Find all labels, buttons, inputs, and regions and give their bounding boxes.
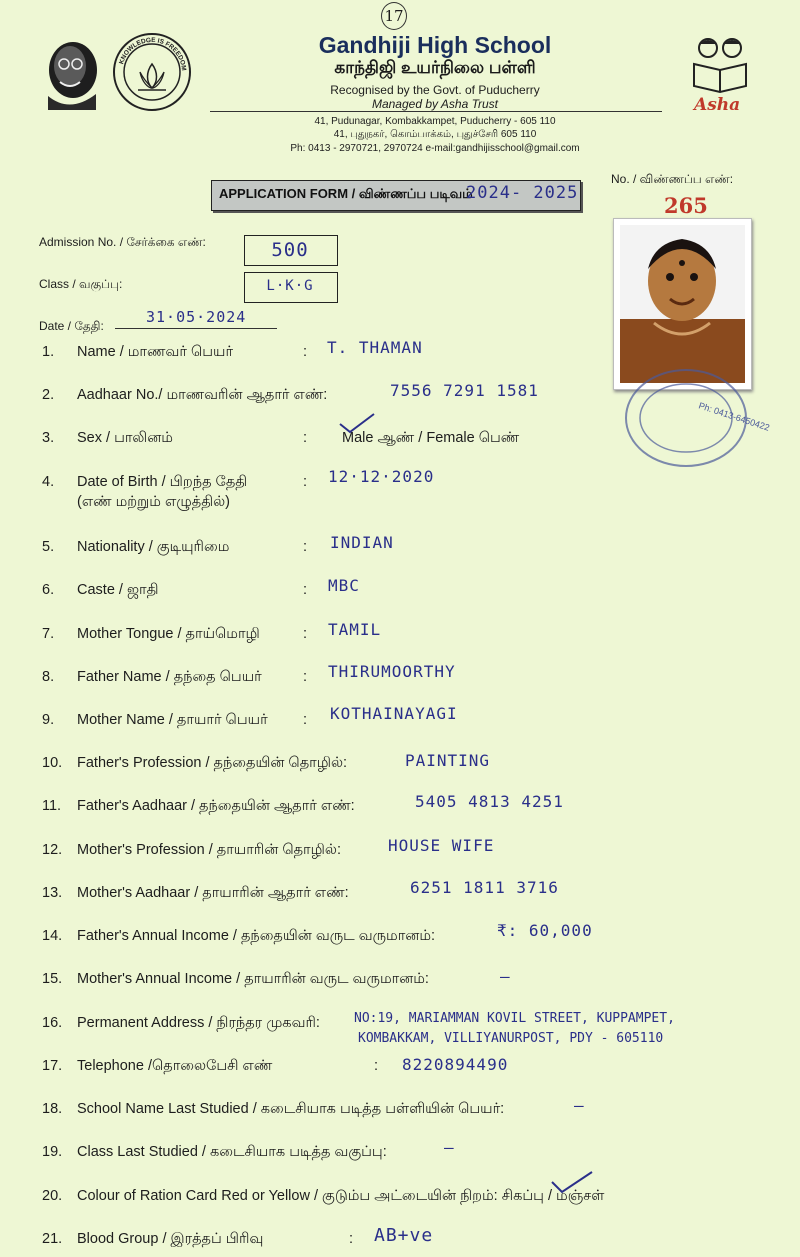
field-number-20: 20. <box>42 1188 63 1204</box>
managed-by-text: Managed by Asha Trust <box>371 97 499 111</box>
field-value-father-aadhaar: 5405 4813 4251 <box>415 792 564 811</box>
field-number-12: 12. <box>42 842 63 858</box>
admission-number-label: Admission No. / சேர்க்கை எண்: <box>39 235 206 249</box>
field-number-6: 6. <box>42 582 55 598</box>
field-number-10: 10. <box>42 755 63 771</box>
field-value-last-class: — <box>444 1138 455 1157</box>
field-number-5: 5. <box>42 539 55 555</box>
field-value-address-line2: KOMBAKKAM, VILLIYANURPOST, PDY - 605110 <box>358 1031 664 1046</box>
field-number-13: 13. <box>42 885 63 901</box>
school-contact: Ph: 0413 - 2970721, 2970724 e-mail:gandhijisschool@gmail.com <box>290 143 580 154</box>
field-label-name: Name / மாணவர் பெயர் <box>77 344 234 360</box>
field-colon: : <box>303 344 308 360</box>
emblem-motto: KNOWLEDGE IS FREEDOM <box>118 36 188 72</box>
field-value-last-school: — <box>574 1096 585 1115</box>
field-colon: : <box>303 669 308 685</box>
student-photo <box>613 218 752 390</box>
school-emblem-logo <box>110 30 194 114</box>
field-number-7: 7. <box>42 626 55 642</box>
field-number-19: 19. <box>42 1144 63 1160</box>
field-colon: : <box>303 539 308 555</box>
field-value-telephone: 8220894490 <box>402 1055 509 1074</box>
field-number-2: 2. <box>42 387 55 403</box>
field-number-14: 14. <box>42 928 63 944</box>
field-value-father-profession: PAINTING <box>405 751 491 770</box>
checkmark-icon <box>550 1170 594 1194</box>
field-number-11: 11. <box>42 798 62 814</box>
form-year: 2024- 2025 <box>466 183 579 203</box>
field-label-dob: Date of Birth / பிறந்த தேதி <box>77 474 248 490</box>
field-value-nationality: INDIAN <box>330 533 394 552</box>
field-colon: : <box>303 582 308 598</box>
stamp-phone: Ph: 0413-6450422 <box>697 400 771 433</box>
field-value-father-income: ₹: 60,000 <box>497 921 593 940</box>
school-name: Gandhiji High School <box>318 32 552 58</box>
recognition-text: Recognised by the Govt. of Puducherry <box>330 83 540 97</box>
school-seal-stamp <box>612 378 771 482</box>
field-number-3: 3. <box>42 430 55 446</box>
admission-number-value: 500 <box>271 239 309 261</box>
field-label-last-school: School Name Last Studied / கடைசியாக படித்த பள்ளியின் பெயர்: <box>77 1101 505 1117</box>
field-value-dob: 12·12·2020 <box>328 467 435 486</box>
field-value-blood-group: AB+ve <box>374 1225 434 1246</box>
field-label-father-aadhaar: Father's Aadhaar / தந்தையின் ஆதார் எண்: <box>77 798 355 814</box>
class-value: L·K·G <box>266 278 314 294</box>
field-colon: : <box>303 626 308 642</box>
checkmark-icon <box>338 412 376 434</box>
date-underline <box>115 328 277 329</box>
field-value-aadhaar: 7556 7291 1581 <box>390 381 539 400</box>
field-number-1: 1. <box>42 344 55 360</box>
date-label: Date / தேதி: <box>39 319 104 333</box>
field-value-father-name: THIRUMOORTHY <box>328 662 456 681</box>
field-colon: : <box>303 430 308 446</box>
date-value: 31·05·2024 <box>146 308 247 326</box>
field-label-telephone: Telephone /தொலைபேசி எண் <box>77 1058 273 1074</box>
field-number-17: 17. <box>42 1058 63 1074</box>
application-number: 265 <box>664 193 708 218</box>
field-number-9: 9. <box>42 712 55 728</box>
school-address-tamil: 41, புதுநகர், கொம்பாக்கம், புதுச்சேரி 605 110 <box>333 129 537 140</box>
field-label-mother-profession: Mother's Profession / தாயாரின் தொழில்: <box>77 842 341 858</box>
field-colon: : <box>303 474 308 490</box>
field-number-18: 18. <box>42 1101 63 1117</box>
field-colon: : <box>349 1231 354 1247</box>
field-label-caste: Caste / ஜாதி <box>77 582 159 598</box>
field-value-mother-aadhaar: 6251 1811 3716 <box>410 878 559 897</box>
school-name-tamil: காந்திஜி உயர்நிலை பள்ளி <box>334 58 536 77</box>
field-label-mother-tongue: Mother Tongue / தாய்மொழி <box>77 626 260 642</box>
field-value-caste: MBC <box>328 576 360 595</box>
field-label-mother-name: Mother Name / தாயார் பெயர் <box>77 712 268 728</box>
field-label-sex: Sex / பாலினம் <box>77 430 173 446</box>
page-number: 17 <box>381 2 407 30</box>
field-value-sex: Male ஆண் / Female பெண் <box>342 430 520 446</box>
field-value-mother-name: KOTHAINAYAGI <box>330 704 458 723</box>
field-number-16: 16. <box>42 1015 63 1031</box>
class-label: Class / வகுப்பு: <box>39 277 123 291</box>
asha-trust-logo <box>688 34 758 114</box>
field-value-address-line1: NO:19, MARIAMMAN KOVIL STREET, KUPPAMPET, <box>354 1011 675 1026</box>
field-label-dob-note: (எண் மற்றும் எழுத்தில்) <box>77 494 230 510</box>
field-number-4: 4. <box>42 474 55 490</box>
field-label-ration-card: Colour of Ration Card Red or Yellow / குடும்ப அட்டையின் நிறம்: சிகப்பு / மஞ்சள் <box>77 1188 605 1204</box>
field-colon: : <box>303 712 308 728</box>
field-label-father-income: Father's Annual Income / தந்தையின் வருட வருமானம்: <box>77 928 436 944</box>
field-label-aadhaar: Aadhaar No./ மாணவரின் ஆதார் எண்: <box>77 387 328 403</box>
asha-logo-text: Asha <box>694 95 741 115</box>
field-value-mother-income: — <box>500 967 511 986</box>
field-value-mother-tongue: TAMIL <box>328 620 382 639</box>
field-label-father-name: Father Name / தந்தை பெயர் <box>77 669 262 685</box>
field-label-blood-group: Blood Group / இரத்தப் பிரிவு <box>77 1231 264 1247</box>
field-label-address: Permanent Address / நிரந்தர முகவரி: <box>77 1015 320 1031</box>
field-label-mother-aadhaar: Mother's Aadhaar / தாயாரின் ஆதார் எண்: <box>77 885 349 901</box>
field-value-mother-profession: HOUSE WIFE <box>388 836 495 855</box>
school-address-english: 41, Pudunagar, Kombakkampet, Puducherry - 605 110 <box>314 116 556 127</box>
gandhi-portrait-logo <box>40 36 102 110</box>
field-label-mother-income: Mother's Annual Income / தாயாரின் வருட வருமானம்: <box>77 971 429 987</box>
field-label-nationality: Nationality / குடியுரிமை <box>77 539 230 555</box>
form-title: APPLICATION FORM / விண்ணப்ப படிவம் <box>219 186 473 201</box>
field-value-name: T. THAMAN <box>327 338 423 357</box>
field-label-father-profession: Father's Profession / தந்தையின் தொழில்: <box>77 755 348 771</box>
field-number-8: 8. <box>42 669 55 685</box>
field-colon: : <box>374 1058 379 1074</box>
field-label-last-class: Class Last Studied / கடைசியாக படித்த வகுப்பு: <box>77 1144 387 1160</box>
application-number-label: No. / விண்ணப்ப எண்: <box>611 172 734 186</box>
header-divider <box>210 111 662 112</box>
field-number-15: 15. <box>42 971 63 987</box>
field-number-21: 21. <box>42 1231 63 1247</box>
